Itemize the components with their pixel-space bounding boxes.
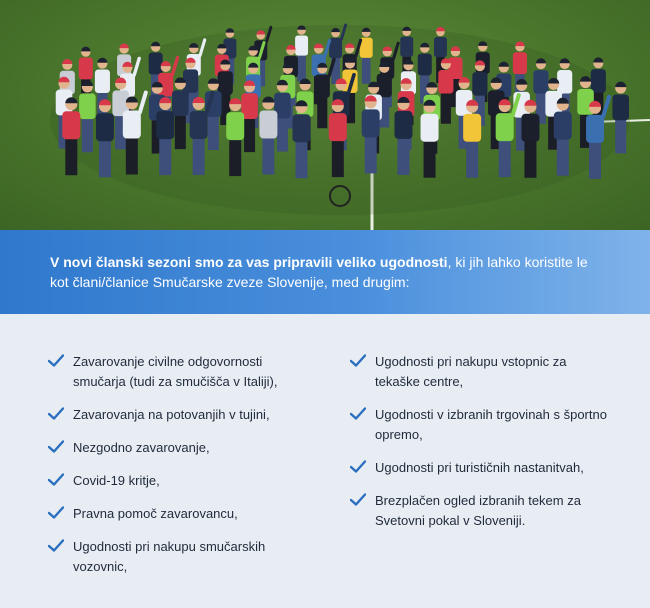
benefit-text: Nezgodno zavarovanje, [73,440,210,455]
benefit-item [350,352,610,392]
benefit-item [48,471,318,491]
intro-bold-text: V novi članski sezoni smo za vas pripravili veliko ugodnosti [50,254,448,270]
checkmark-icon [350,460,366,473]
checkmark-icon [48,473,64,486]
benefit-text: Ugodnosti pri nakupu vstopnic za tekaške centre, [375,354,567,389]
checkmark-icon [48,506,64,519]
benefit-text: Ugodnosti pri turističnih nastanitvah, [375,460,584,475]
benefit-text: Zavarovanje civilne odgovornosti smučarja (tudi za smučišča v Italiji), [73,354,278,389]
intro-rest-text: , ki jih lahko koristite le kot člani/članice Smučarske zveze Slovenije, med drugim: [50,254,588,290]
benefits-list-left [48,352,318,590]
person-figure [612,82,629,154]
checkmark-icon [48,354,64,367]
benefit-text: Zavarovanja na potovanjih v tujini, [73,407,270,422]
checkmark-icon [350,354,366,367]
benefit-text: Ugodnosti v izbranih trgovinah s športno opremo, [375,407,607,442]
person-figure [586,97,609,179]
person-figure [496,95,519,177]
person-figure [360,28,373,84]
checkmark-icon [48,539,64,552]
team-photo [0,0,650,230]
person-figure [418,43,432,104]
benefit-item [48,405,318,425]
benefits-section [0,314,650,608]
benefit-text: Brezplačen ogled izbranih tekem za Svetovni pokal v Sloveniji. [375,493,581,528]
benefit-item [48,438,318,458]
benefit-item [350,458,610,478]
intro-text [50,252,600,292]
checkmark-icon [48,440,64,453]
team-group [0,0,650,230]
benefit-item [48,504,318,524]
checkmark-icon [350,493,366,506]
benefit-text: Pravna pomoč zavarovancu, [73,506,238,521]
checkmark-icon [350,407,366,420]
person-figure [123,93,146,175]
checkmark-icon [48,407,64,420]
benefit-text: Ugodnosti pri nakupu smučarskih vozovnic, [73,539,266,574]
benefits-list-right [350,352,610,544]
wheelchair-wheel [330,186,350,206]
benefit-item [48,537,318,577]
intro-banner [0,230,650,314]
benefit-item [350,491,610,531]
benefit-item [48,352,318,392]
benefit-item [350,405,610,445]
benefit-text: Covid-19 kritje, [73,473,160,488]
